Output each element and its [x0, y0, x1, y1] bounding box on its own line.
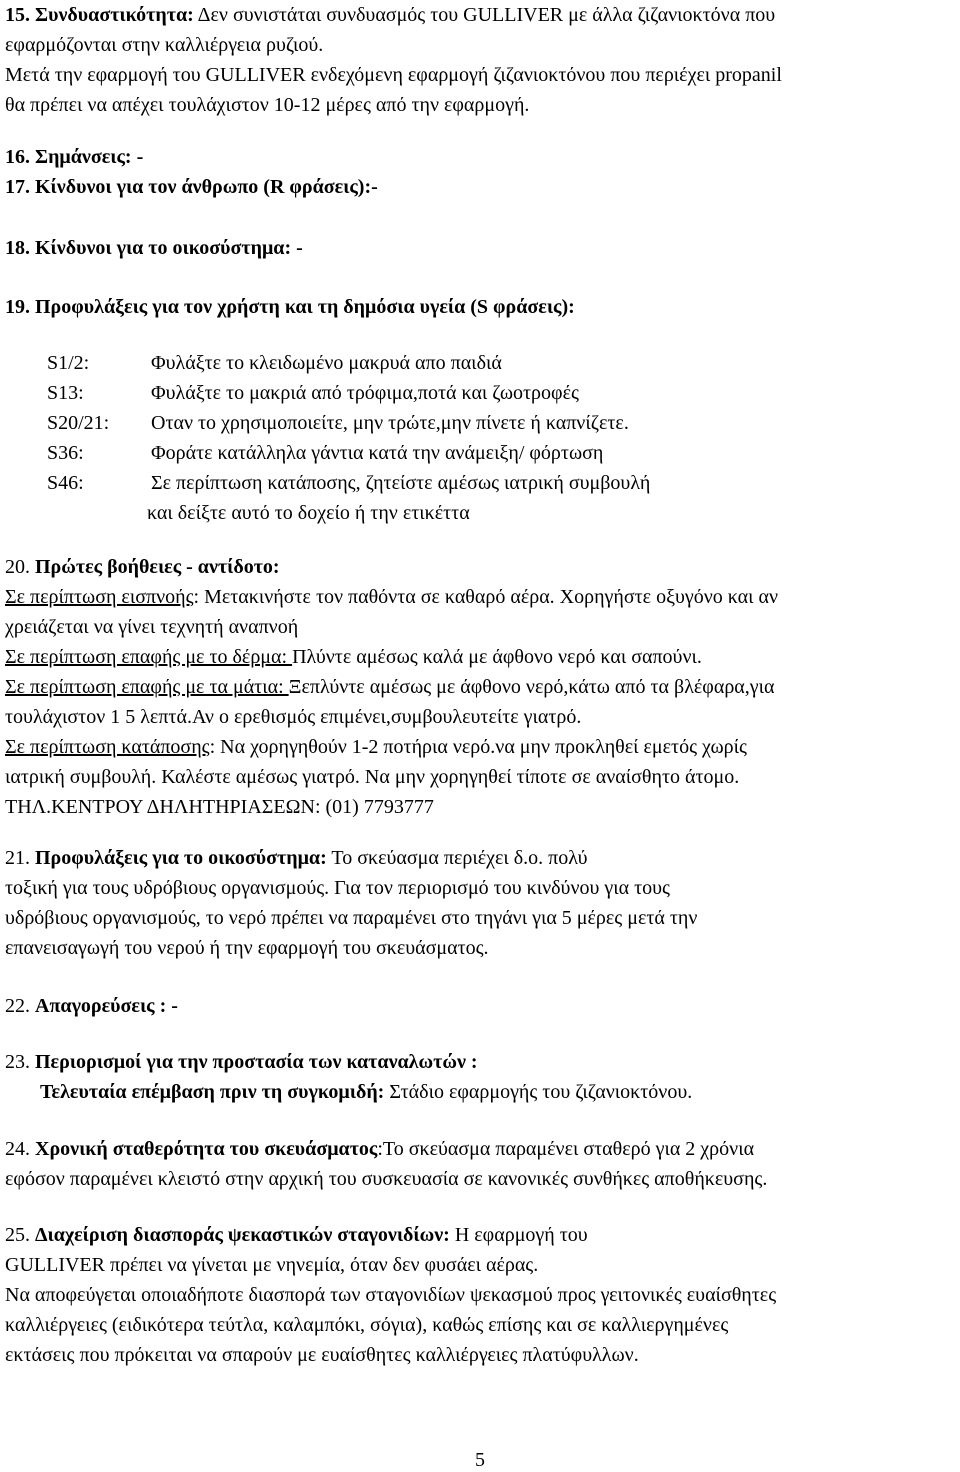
skin-contact-text: Πλύντε αμέσως καλά με άφθονο νερό και σαπούνι. — [292, 646, 702, 668]
section-21-title: Προφυλάξεις για το οικοσύστημα: — [35, 847, 327, 869]
section-24-text: :Το σκεύασμα παραμένει σταθερό για 2 χρόνια — [377, 1138, 755, 1160]
section-24-line-2: εφόσον παραμένει κλειστό στην αρχική του συσκευασία σε κανονικές συνθήκες αποθήκευσης. — [5, 1168, 768, 1190]
section-15 — [5, 0, 955, 120]
s-phrase-text: Σε περίπτωση κατάποσης, ζητείστε αμέσως ιατρική συμβουλή — [151, 472, 651, 494]
eye-contact-label: Σε περίπτωση επαφής με τα μάτια: — [5, 676, 289, 698]
s-phrase-row — [47, 348, 947, 378]
section-15-line-4: θα πρέπει να απέχει τουλάχιστον 10-12 μέρες από την εφαρμογή. — [5, 94, 530, 116]
pre-harvest-label: Τελευταία επέμβαση πριν τη συγκομιδή: — [40, 1081, 385, 1103]
section-22-title: Απαγορεύσεις : - — [35, 995, 178, 1017]
inhalation-text: : Μετακινήστε τον παθόντα σε καθαρό αέρα. Χορηγήστε οξυγόνο και αν — [193, 586, 779, 608]
section-23-number: 23. — [5, 1051, 35, 1073]
s-phrases-list — [47, 348, 947, 528]
s-phrase-row — [47, 408, 947, 438]
section-21-text: Το σκεύασμα περιέχει δ.ο. πολύ — [326, 847, 588, 869]
s-phrase-code: S1/2: — [47, 352, 90, 374]
section-15-line-2: εφαρμόζονται στην καλλιέργεια ρυζιού. — [5, 34, 324, 56]
inhalation-label: Σε περίπτωση εισπνοής — [5, 586, 194, 608]
section-20-number: 20. — [5, 556, 35, 578]
section-24-title: Χρονική σταθερότητα του σκευάσματος — [35, 1138, 378, 1160]
s-phrase-code: S13: — [47, 382, 84, 404]
section-21-line-3: υδρόβιους οργανισμούς, το νερό πρέπει να παραμένει στο τηγάνι για 5 μέρες μετά την — [5, 907, 698, 929]
s-phrase-row — [47, 438, 947, 468]
s-phrase-row — [47, 468, 947, 498]
ingestion-line-2: ιατρική συμβουλή. Καλέστε αμέσως γιατρό. Να μην χορηγηθεί τίποτε σε αναίσθητο άτομο. — [5, 766, 740, 788]
s-phrase-code: S36: — [47, 442, 84, 464]
ingestion-text: : Να χορηγηθούν 1-2 ποτήρια νερό.να μην προκληθεί εμετός χωρίς — [209, 736, 747, 758]
section-21 — [5, 843, 955, 963]
section-16-title: 16. Σημάνσεις: - — [5, 146, 144, 168]
section-18 — [5, 233, 955, 263]
s-phrase-text: Φυλάξτε το κλειδωμένο μακρυά απο παιδιά — [151, 352, 502, 374]
s-phrase-row — [47, 498, 947, 528]
skin-contact-label: Σε περίπτωση επαφής με το δέρμα: — [5, 646, 293, 668]
section-23-title: Περιορισμοί για την προστασία των καταναλωτών : — [35, 1051, 478, 1073]
s-phrase-code: S20/21: — [47, 412, 110, 434]
section-24-number: 24. — [5, 1138, 35, 1160]
section-17-title: 17. Κίνδυνοι για τον άνθρωπο (R φράσεις):- — [5, 176, 378, 198]
section-20-title: Πρώτες βοήθειες - αντίδοτο: — [35, 556, 280, 578]
page-number: 5 — [475, 1449, 485, 1471]
s46-continuation: και δείξτε αυτό το δοχείο ή την ετικέττα — [147, 502, 470, 524]
section-20 — [5, 552, 955, 822]
pre-harvest-text: Στάδιο εφαρμογής του ζιζανιοκτόνου. — [384, 1081, 693, 1103]
section-25-line-2: GULLIVER πρέπει να γίνεται με νηνεμία, όταν δεν φυσάει αέρας. — [5, 1254, 539, 1276]
section-25-line-4: καλλιέργειες (ειδικότερα τεύτλα, καλαμπόκι, σόγια), καθώς επίσης και σε καλλιεργημένες — [5, 1314, 729, 1336]
section-23 — [5, 1047, 955, 1107]
section-25-line-3: Να αποφεύγεται οποιαδήποτε διασπορά των σταγονιδίων ψεκασμού προς γειτονικές ευαίσθητες — [5, 1284, 777, 1306]
section-15-line-1 — [5, 0, 955, 30]
eye-contact-text: Ξεπλύντε αμέσως με άφθονο νερό,κάτω από τα βλέφαρα,για — [288, 676, 775, 698]
section-21-line-4: επανεισαγωγή του νερού ή την εφαρμογή του σκευάσματος. — [5, 937, 489, 959]
section-22 — [5, 991, 955, 1021]
section-15-title: 15. Συνδυαστικότητα: — [5, 4, 194, 26]
section-15-line-3: Μετά την εφαρμογή του GULLIVER ενδεχόμενη εφαρμογή ζιζανιοκτόνου που περιέχει propanil — [5, 64, 782, 86]
s-phrase-row — [47, 378, 947, 408]
section-25 — [5, 1220, 955, 1370]
s-phrase-code: S46: — [47, 472, 84, 494]
s-phrase-text: Οταν το χρησιμοποιείτε, μην τρώτε,μην πίνετε ή καπνίζετε. — [151, 412, 629, 434]
ingestion-label: Σε περίπτωση κατάποσης — [5, 736, 210, 758]
section-18-title: 18. Κίνδυνοι για το οικοσύστημα: - — [5, 237, 303, 259]
section-25-text: Η εφαρμογή του — [449, 1224, 588, 1246]
section-19 — [5, 292, 955, 322]
section-16-17 — [5, 142, 955, 202]
eye-contact-line-2: τουλάχιστον 1 5 λεπτά.Αν ο ερεθισμός επιμένει,συμβουλευτείτε γιατρό. — [5, 706, 582, 728]
section-19-title: 19. Προφυλάξεις για τον χρήστη και τη δημόσια υγεία (S φράσεις): — [5, 296, 575, 318]
section-21-line-2: τοξική για τους υδρόβιους οργανισμούς. Για τον περιορισμό του κινδύνου για τους — [5, 877, 670, 899]
section-25-title: Διαχείριση διασποράς ψεκαστικών σταγονιδίων: — [35, 1224, 450, 1246]
section-15-text: Δεν συνιστάται συνδυασμός του GULLIVER με άλλα ζιζανιοκτόνα που — [193, 4, 776, 26]
poison-center-phone: ΤΗΛ.ΚΕΝΤΡΟΥ ΔΗΛΗΤΗΡΙΑΣΕΩΝ: (01) 7793777 — [5, 796, 434, 818]
s-phrase-text: Φοράτε κατάλληλα γάντια κατά την ανάμειξη/ φόρτωση — [151, 442, 604, 464]
section-25-line-5: εκτάσεις που πρόκειται να σπαρούν με ευαίσθητες καλλιέργειες πλατύφυλλων. — [5, 1344, 639, 1366]
section-24 — [5, 1134, 955, 1194]
inhalation-line-2: χρειάζεται να γίνει τεχνητή αναπνοή — [5, 616, 299, 638]
s-phrase-text: Φυλάξτε το μακριά από τρόφιμα,ποτά και ζωοτροφές — [151, 382, 579, 404]
section-21-number: 21. — [5, 847, 35, 869]
section-25-number: 25. — [5, 1224, 35, 1246]
section-22-number: 22. — [5, 995, 35, 1017]
